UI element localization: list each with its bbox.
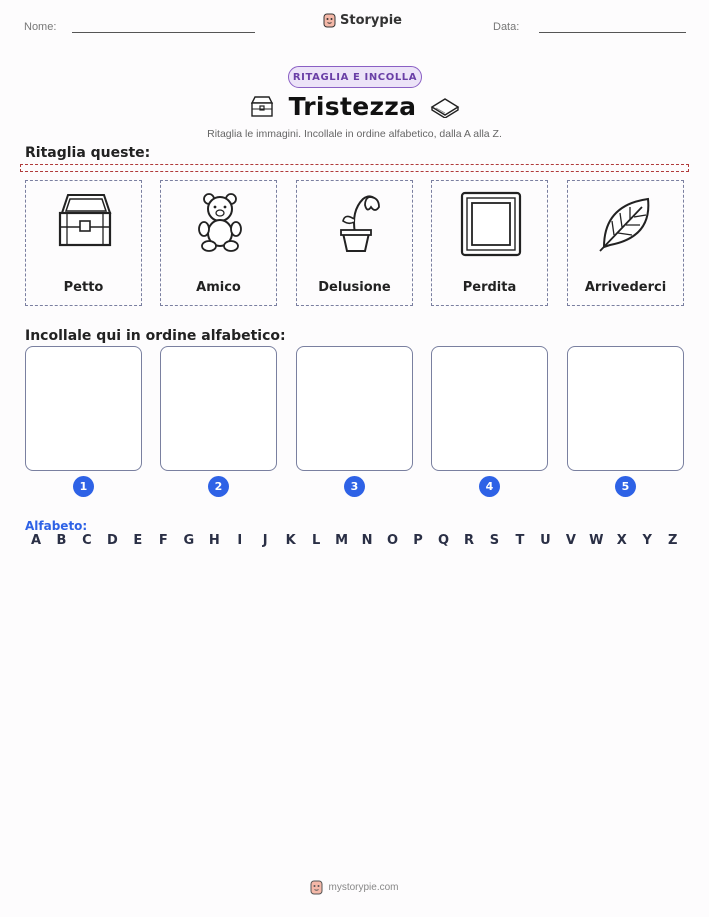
paste-slot-4[interactable] — [431, 346, 548, 471]
cut-card-amico[interactable] — [160, 180, 277, 306]
closed-book-icon — [430, 96, 460, 118]
storypie-mascot-icon — [323, 13, 336, 28]
letter: U — [540, 533, 551, 548]
date-label: Data: — [493, 21, 520, 33]
letter: G — [183, 533, 195, 548]
letter: Y — [642, 533, 652, 548]
letter: T — [515, 533, 525, 548]
slot-number-4: 4 — [479, 476, 500, 497]
letter: R — [463, 533, 474, 548]
date-line[interactable] — [539, 32, 686, 33]
paste-heading: Incollale qui in ordine alfabetico: — [25, 328, 286, 344]
footer-url[interactable]: mystorypie.com — [328, 882, 399, 893]
letter: F — [158, 533, 168, 548]
cut-card-petto[interactable] — [25, 180, 142, 306]
alphabet-label: Alfabeto: — [25, 519, 88, 533]
letter: S — [489, 533, 500, 548]
card-label: Petto — [63, 280, 104, 295]
letter: O — [387, 533, 399, 548]
slot-number-5: 5 — [615, 476, 636, 497]
page-title: Tristezza — [288, 92, 417, 121]
card-label: Delusione — [318, 280, 391, 295]
cut-card-perdita[interactable] — [431, 180, 548, 306]
name-label: Nome: — [24, 21, 57, 33]
cut-line — [20, 164, 689, 172]
slot-number-1: 1 — [73, 476, 94, 497]
letter: I — [237, 533, 243, 548]
name-line[interactable] — [72, 32, 255, 33]
activity-badge: RITAGLIA E INCOLLA — [288, 66, 422, 88]
chest-icon — [54, 191, 116, 253]
letter: Z — [668, 533, 678, 548]
paste-slot-3[interactable] — [296, 346, 413, 471]
letter: A — [30, 533, 42, 548]
storypie-mascot-icon — [310, 880, 323, 895]
card-label: Perdita — [462, 280, 517, 295]
letter: V — [565, 533, 576, 548]
cut-heading: Ritaglia queste: — [25, 145, 151, 161]
letter: W — [589, 533, 604, 548]
letter: J — [262, 533, 268, 548]
letter: K — [285, 533, 296, 548]
paste-slot-5[interactable] — [567, 346, 684, 471]
letter: M — [335, 533, 349, 548]
cut-card-arrivederci[interactable] — [567, 180, 684, 306]
slot-number-3: 3 — [344, 476, 365, 497]
teddy-bear-icon — [189, 191, 251, 253]
letter: H — [208, 533, 220, 548]
letter: X — [616, 533, 627, 548]
brand-logo — [323, 13, 402, 28]
paste-slot-1[interactable] — [25, 346, 142, 471]
wilted-flower-icon — [325, 191, 387, 253]
letter: N — [361, 533, 373, 548]
letter: C — [82, 533, 92, 548]
letter: P — [413, 533, 423, 548]
footer — [0, 880, 709, 895]
brand-name: Storypie — [340, 13, 402, 28]
instructions: Ritaglia le immagini. Incollale in ordine alfabetico, dalla A alla Z. — [207, 128, 502, 140]
card-label: Arrivederci — [584, 280, 667, 295]
leaf-icon — [596, 191, 658, 253]
cut-card-delusione[interactable] — [296, 180, 413, 306]
empty-frame-icon — [460, 191, 522, 257]
slot-number-2: 2 — [208, 476, 229, 497]
title-row — [0, 92, 709, 121]
alphabet-strip — [25, 533, 684, 548]
letter: B — [56, 533, 67, 548]
letter: Q — [437, 533, 450, 548]
letter: L — [312, 533, 321, 548]
treasure-chest-icon — [249, 95, 275, 119]
paste-slot-2[interactable] — [160, 346, 277, 471]
letter: E — [133, 533, 143, 548]
card-label: Amico — [196, 280, 241, 295]
letter: D — [107, 533, 118, 548]
